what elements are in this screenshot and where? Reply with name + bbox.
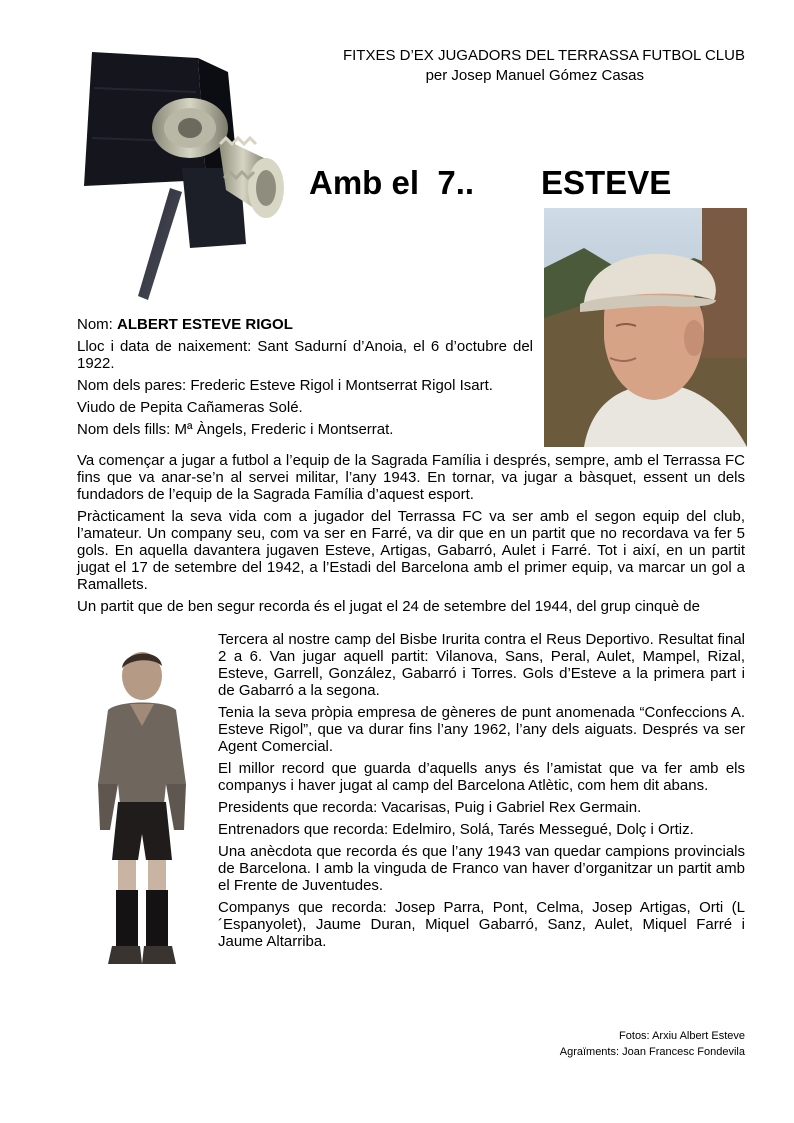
loudspeaker-illustration: [78, 48, 308, 300]
paragraph-anecdote: Una anècdota que recorda és que l’any 1943 van quedar campions provincials de Barcelona. I amb la vinguda de Franco van haver d’organitzar un partit amb el Frente de Juventudes.: [218, 843, 745, 894]
player-full-name: ALBERT ESTEVE RIGOL: [117, 316, 293, 333]
bio-block: [77, 316, 533, 443]
main-text-side: [218, 631, 745, 955]
header-series-title: FITXES D’EX JUGADORS DEL TERRASSA FUTBOL CLUB: [342, 47, 745, 64]
paragraph-company: Tenia la seva pròpia empresa de gèneres de punt anomenada “Confeccions A. Esteve Rigol”, que va durar fins l’any 1962, l’any dels aiguats. Després va ser Agent Comercial.: [218, 704, 745, 755]
name-label: Nom:: [77, 316, 118, 333]
header-author: per Josep Manuel Gómez Casas: [425, 67, 644, 84]
widower-info: Viudo de Pepita Cañameras Solé.: [77, 399, 303, 416]
photo-credit: Fotos: Arxiu Albert Esteve: [619, 1030, 745, 1042]
acknowledgements: Agraïments: Joan Francesc Fondevila: [559, 1046, 745, 1058]
main-text-full: [77, 452, 745, 615]
credits: [480, 1028, 745, 1060]
paragraph-best-memory: El millor record que guarda d’aquells anys és l’amistat que va fer amb els companys i haver jugat al camp del Barcelona Atlètic, com hem dit abans.: [218, 760, 745, 794]
name-line: [77, 316, 533, 333]
paragraph-presidents: Presidents que recorda: Vacarisas, Puig i Gabriel Rex Germain.: [218, 799, 642, 816]
birth-info: Lloc i data de naixement: Sant Sadurní d’Anoia, el 6 d’octubre del 1922.: [77, 338, 533, 372]
children-info: Nom dels fills: Mª Àngels, Frederic i Montserrat.: [77, 421, 394, 438]
paragraph-teammates: Companys que recorda: Josep Parra, Pont, Celma, Josep Artigas, Orti (L´Espanyolet), Jaume Duran, Miquel Gabarró, Sanz, Aulet, Miquel Farré i Jaume Altarriba.: [218, 899, 745, 950]
parents-info: Nom dels pares: Frederic Esteve Rigol i Montserrat Rigol Isart.: [77, 377, 493, 394]
paragraph-coaches: Entrenadors que recorda: Edelmiro, Solá, Tarés Messegué, Dolç i Ortiz.: [218, 821, 694, 838]
paragraph-amateur-team: Pràcticament la seva vida com a jugador del Terrassa FC va ser amb el segon equip del club, l’amateur. Un company seu, com va ser en Farré, va dir que en un partit que no recordava va fer 5 gols. En aquella davantera jugaven Esteve, Artigas, Gabarró, Aulet i Farré. Tot i així, en un partit jugat el 17 de setembre del 1942, a l’Estadi del Barcelona amb el primer equip, va marcar un gol a Ramallets.: [77, 508, 745, 593]
paragraph-memorable-match-start: Un partit que de ben segur recorda és el jugat el 24 de setembre del 1944, del grup cinquè de: [77, 598, 700, 615]
portrait-photo: [544, 208, 747, 447]
page-title-name: ESTEVE: [541, 164, 672, 201]
paragraph-start-career: Va començar a jugar a futbol a l’equip de la Sagrada Família i després, sempre, amb el Terrassa FC fins que va anar-se’n al servei militar, l’any 1943. En tornar, va jugar a bàsquet, essent un dels fundadors de l’equip de la Sagrada Família d’aquest esport.: [77, 452, 745, 503]
player-photo: [78, 634, 208, 974]
page-title-number: Amb el 7..: [309, 164, 475, 201]
paragraph-memorable-match-rest: Tercera al nostre camp del Bisbe Irurita contra el Reus Deportivo. Resultat final 2 a 6. Van jugar aquell partit: Vilanova, Sans, Peral, Aulet, Mampel, Rizal, Esteve, Garrell, González, Gabarró i Torres. Gols d’Esteve a la primera part i de Gabarró a la segona.: [218, 631, 745, 699]
